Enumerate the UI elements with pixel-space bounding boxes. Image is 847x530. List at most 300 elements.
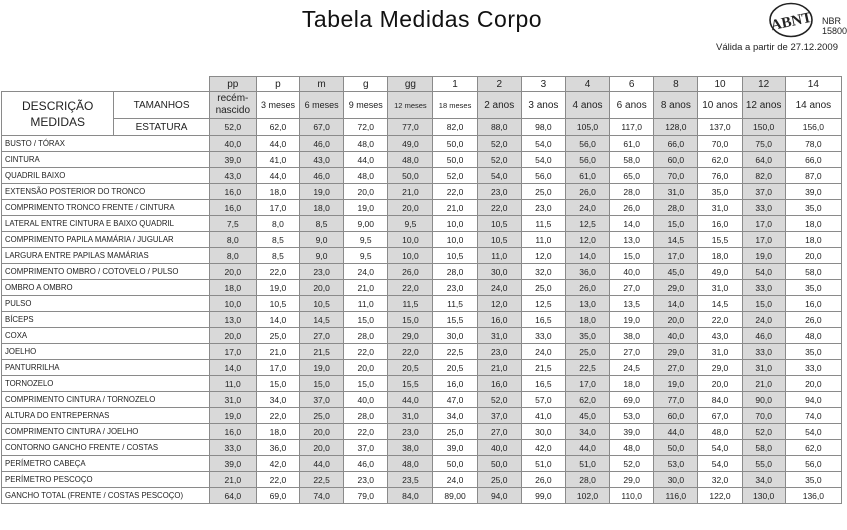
estatura-cell: 150,0 xyxy=(742,119,785,136)
measure-value: 11,0 xyxy=(477,248,521,264)
measure-value: 41,0 xyxy=(521,408,565,424)
estatura-cell: 128,0 xyxy=(654,119,698,136)
size-code-cell: gg xyxy=(388,77,433,92)
standard-label: NBR xyxy=(822,16,842,26)
measure-value: 22,0 xyxy=(388,344,433,360)
measure-value: 25,0 xyxy=(521,184,565,200)
measure-value: 8,0 xyxy=(209,232,256,248)
measure-value: 77,0 xyxy=(654,392,698,408)
measure-value: 51,0 xyxy=(521,456,565,472)
measure-value: 54,0 xyxy=(477,168,521,184)
measure-value: 18,0 xyxy=(256,184,299,200)
estatura-cell: 72,0 xyxy=(344,119,388,136)
measure-value: 53,0 xyxy=(654,456,698,472)
measure-value: 35,0 xyxy=(698,184,742,200)
measure-value: 15,5 xyxy=(433,312,477,328)
measure-value: 10,0 xyxy=(209,296,256,312)
measure-value: 25,0 xyxy=(433,424,477,440)
size-age-cell: 9 meses xyxy=(344,92,388,119)
measure-value: 15,0 xyxy=(300,376,344,392)
measure-value: 110,0 xyxy=(610,488,654,504)
measure-value: 30,0 xyxy=(433,328,477,344)
measure-value: 10,0 xyxy=(433,232,477,248)
measure-value: 64,0 xyxy=(742,152,785,168)
measure-value: 20,0 xyxy=(209,328,256,344)
measure-value: 39,0 xyxy=(610,424,654,440)
measure-value: 19,0 xyxy=(209,408,256,424)
measure-value: 40,0 xyxy=(654,328,698,344)
measure-value: 49,0 xyxy=(698,264,742,280)
measure-value: 40,0 xyxy=(477,440,521,456)
measure-value: 31,0 xyxy=(209,392,256,408)
measure-value: 34,0 xyxy=(256,392,299,408)
measure-value: 33,0 xyxy=(209,440,256,456)
measure-value: 13,0 xyxy=(610,232,654,248)
measure-value: 16,0 xyxy=(477,312,521,328)
table-row xyxy=(2,456,842,472)
size-code-cell: p xyxy=(256,77,299,92)
measure-value: 30,0 xyxy=(654,472,698,488)
measure-value: 16,5 xyxy=(521,312,565,328)
measure-value: 33,0 xyxy=(742,280,785,296)
measure-value: 62,0 xyxy=(565,392,609,408)
table-row xyxy=(2,216,842,232)
tamanhos-label: TAMANHOS xyxy=(114,92,209,119)
measure-value: 15,0 xyxy=(344,312,388,328)
measure-value: 22,5 xyxy=(300,472,344,488)
measure-label: COMPRIMENTO CINTURA / TORNOZELO xyxy=(2,392,210,408)
measure-value: 14,0 xyxy=(209,360,256,376)
measure-value: 22,0 xyxy=(256,264,299,280)
measure-value: 44,0 xyxy=(344,152,388,168)
measure-value: 69,0 xyxy=(610,392,654,408)
measure-value: 15,5 xyxy=(698,232,742,248)
measure-value: 41,0 xyxy=(256,152,299,168)
measure-value: 90,0 xyxy=(742,392,785,408)
measure-value: 16,5 xyxy=(521,376,565,392)
measure-value: 22,5 xyxy=(433,344,477,360)
measure-value: 11,0 xyxy=(521,232,565,248)
table-row xyxy=(2,200,842,216)
measure-value: 38,0 xyxy=(610,328,654,344)
measure-value: 69,0 xyxy=(256,488,299,504)
measure-value: 34,0 xyxy=(433,408,477,424)
measure-value: 84,0 xyxy=(698,392,742,408)
measure-value: 52,0 xyxy=(610,456,654,472)
measure-value: 17,0 xyxy=(654,248,698,264)
size-code-cell: 1 xyxy=(433,77,477,92)
size-age-cell: 4 anos xyxy=(565,92,609,119)
measure-value: 102,0 xyxy=(565,488,609,504)
measure-value: 52,0 xyxy=(433,168,477,184)
estatura-cell: 67,0 xyxy=(300,119,344,136)
measure-value: 7,5 xyxy=(209,216,256,232)
measure-value: 22,0 xyxy=(698,312,742,328)
measure-value: 48,0 xyxy=(388,152,433,168)
measure-value: 24,5 xyxy=(610,360,654,376)
measure-value: 48,0 xyxy=(785,328,841,344)
measure-value: 10,0 xyxy=(388,232,433,248)
measure-value: 74,0 xyxy=(300,488,344,504)
measure-value: 56,0 xyxy=(785,456,841,472)
size-code-cell: 2 xyxy=(477,77,521,92)
estatura-cell: 137,0 xyxy=(698,119,742,136)
measure-value: 24,0 xyxy=(742,312,785,328)
measure-value: 17,0 xyxy=(565,376,609,392)
measure-value: 27,0 xyxy=(610,280,654,296)
measure-value: 35,0 xyxy=(785,200,841,216)
measure-value: 13,5 xyxy=(610,296,654,312)
measure-value: 46,0 xyxy=(742,328,785,344)
measure-value: 37,0 xyxy=(300,392,344,408)
measure-value: 35,0 xyxy=(565,328,609,344)
measure-value: 50,0 xyxy=(433,136,477,152)
measure-label: PULSO xyxy=(2,296,210,312)
measure-value: 12,5 xyxy=(565,216,609,232)
measure-value: 54,0 xyxy=(521,152,565,168)
measure-value: 35,0 xyxy=(785,472,841,488)
measure-value: 19,0 xyxy=(256,280,299,296)
measure-value: 26,0 xyxy=(521,472,565,488)
measure-value: 39,0 xyxy=(433,440,477,456)
measure-value: 20,0 xyxy=(300,280,344,296)
measure-value: 18,0 xyxy=(256,424,299,440)
measure-value: 38,0 xyxy=(388,440,433,456)
measure-value: 15,0 xyxy=(344,376,388,392)
measure-value: 8,0 xyxy=(209,248,256,264)
measure-value: 40,0 xyxy=(209,136,256,152)
measure-value: 17,0 xyxy=(256,360,299,376)
measure-value: 94,0 xyxy=(477,488,521,504)
measure-value: 21,0 xyxy=(477,360,521,376)
measure-value: 57,0 xyxy=(521,392,565,408)
measure-value: 58,0 xyxy=(785,264,841,280)
measure-value: 18,0 xyxy=(300,200,344,216)
page-title: Tabela Medidas Corpo xyxy=(301,6,543,32)
measure-value: 89,00 xyxy=(433,488,477,504)
measure-value: 15,0 xyxy=(256,376,299,392)
measure-value: 16,0 xyxy=(209,184,256,200)
measure-value: 31,0 xyxy=(388,408,433,424)
measure-value: 31,0 xyxy=(698,200,742,216)
measure-value: 15,0 xyxy=(742,296,785,312)
measure-value: 19,0 xyxy=(742,248,785,264)
measure-value: 31,0 xyxy=(477,328,521,344)
measure-value: 17,0 xyxy=(209,344,256,360)
size-age-row xyxy=(2,92,842,119)
measure-value: 56,0 xyxy=(565,136,609,152)
measure-value: 65,0 xyxy=(610,168,654,184)
measure-value: 44,0 xyxy=(300,456,344,472)
measure-value: 75,0 xyxy=(742,136,785,152)
measure-value: 29,0 xyxy=(698,360,742,376)
measure-value: 15,0 xyxy=(654,216,698,232)
measure-value: 8,5 xyxy=(256,248,299,264)
measure-value: 21,5 xyxy=(521,360,565,376)
description-label: DESCRIÇÃO xyxy=(22,98,94,113)
measure-value: 25,0 xyxy=(477,472,521,488)
measure-value: 14,0 xyxy=(654,296,698,312)
measure-value: 62,0 xyxy=(785,440,841,456)
measure-value: 20,5 xyxy=(433,360,477,376)
measure-value: 34,0 xyxy=(742,472,785,488)
table-row xyxy=(2,392,842,408)
measure-value: 43,0 xyxy=(300,152,344,168)
measure-value: 43,0 xyxy=(698,328,742,344)
measure-value: 34,0 xyxy=(565,424,609,440)
estatura-label: ESTATURA xyxy=(114,119,209,136)
measure-value: 24,0 xyxy=(344,264,388,280)
table-row xyxy=(2,344,842,360)
measure-value: 22,5 xyxy=(565,360,609,376)
measure-label: PERÍMETRO CABEÇA xyxy=(2,456,210,472)
measure-value: 27,0 xyxy=(477,424,521,440)
size-age-cell: 12 anos xyxy=(742,92,785,119)
size-code-cell: pp xyxy=(209,77,256,92)
measure-label: OMBRO A OMBRO xyxy=(2,280,210,296)
estatura-row xyxy=(2,119,842,136)
measure-value: 10,5 xyxy=(433,248,477,264)
measure-label: COMPRIMENTO OMBRO / COTOVELO / PULSO xyxy=(2,264,210,280)
measure-value: 14,5 xyxy=(654,232,698,248)
size-code-cell: 4 xyxy=(565,77,609,92)
measure-value: 37,0 xyxy=(344,440,388,456)
size-code-cell: 14 xyxy=(785,77,841,92)
measure-value: 44,0 xyxy=(654,424,698,440)
measure-value: 21,0 xyxy=(344,280,388,296)
measure-value: 74,0 xyxy=(785,408,841,424)
measure-label: ALTURA DO ENTREPERNAS xyxy=(2,408,210,424)
measure-value: 28,0 xyxy=(433,264,477,280)
measure-value: 60,0 xyxy=(654,408,698,424)
size-age-cell: 12 meses xyxy=(388,92,433,119)
estatura-cell: 98,0 xyxy=(521,119,565,136)
measure-value: 39,0 xyxy=(785,184,841,200)
measure-value: 10,5 xyxy=(300,296,344,312)
table-row xyxy=(2,440,842,456)
measure-value: 55,0 xyxy=(742,456,785,472)
measure-value: 15,5 xyxy=(388,376,433,392)
measure-value: 29,0 xyxy=(610,472,654,488)
table-row xyxy=(2,168,842,184)
header-blank xyxy=(2,77,210,92)
abnt-logo-icon xyxy=(767,2,815,38)
measure-value: 23,0 xyxy=(433,280,477,296)
size-age-cell: 2 anos xyxy=(477,92,521,119)
measure-value: 29,0 xyxy=(654,280,698,296)
measure-value: 28,0 xyxy=(610,184,654,200)
estatura-cell: 52,0 xyxy=(209,119,256,136)
measure-value: 20,0 xyxy=(654,312,698,328)
measure-value: 20,0 xyxy=(344,184,388,200)
size-age-cell: 3 anos xyxy=(521,92,565,119)
measure-value: 54,0 xyxy=(698,440,742,456)
measure-value: 19,0 xyxy=(300,184,344,200)
table-row xyxy=(2,488,842,504)
measure-value: 31,0 xyxy=(742,360,785,376)
measure-value: 22,0 xyxy=(344,424,388,440)
measure-value: 10,5 xyxy=(256,296,299,312)
measure-value: 26,0 xyxy=(565,280,609,296)
measure-label: BUSTO / TÓRAX xyxy=(2,136,210,152)
measure-value: 14,0 xyxy=(565,248,609,264)
svg-text:ABNT: ABNT xyxy=(769,9,814,35)
measure-value: 60,0 xyxy=(654,152,698,168)
table-row xyxy=(2,152,842,168)
measure-value: 11,0 xyxy=(209,376,256,392)
measure-value: 36,0 xyxy=(256,440,299,456)
measure-value: 22,0 xyxy=(344,344,388,360)
measure-value: 46,0 xyxy=(344,456,388,472)
measure-value: 11,5 xyxy=(521,216,565,232)
table-row xyxy=(2,424,842,440)
measure-value: 15,0 xyxy=(388,312,433,328)
measure-value: 18,0 xyxy=(698,248,742,264)
measure-value: 12,0 xyxy=(477,296,521,312)
table-row xyxy=(2,136,842,152)
measure-value: 29,0 xyxy=(388,328,433,344)
table-row xyxy=(2,280,842,296)
measure-value: 33,0 xyxy=(742,344,785,360)
measure-value: 53,0 xyxy=(610,408,654,424)
measure-value: 14,5 xyxy=(698,296,742,312)
measure-value: 22,0 xyxy=(256,472,299,488)
measure-value: 35,0 xyxy=(785,280,841,296)
measure-value: 76,0 xyxy=(698,168,742,184)
measure-value: 26,0 xyxy=(388,264,433,280)
measure-value: 9,5 xyxy=(388,216,433,232)
measure-value: 23,0 xyxy=(300,264,344,280)
measure-value: 25,0 xyxy=(300,408,344,424)
size-code-cell: 8 xyxy=(654,77,698,92)
measure-value: 45,0 xyxy=(565,408,609,424)
measure-value: 20,0 xyxy=(300,440,344,456)
measure-value: 50,0 xyxy=(654,440,698,456)
measure-value: 23,0 xyxy=(521,200,565,216)
standard-number xyxy=(822,16,847,36)
measure-value: 18,0 xyxy=(610,376,654,392)
measure-value: 35,0 xyxy=(785,344,841,360)
measure-value: 23,0 xyxy=(388,424,433,440)
measure-label: CONTORNO GANCHO FRENTE / COSTAS xyxy=(2,440,210,456)
measure-value: 12,0 xyxy=(565,232,609,248)
measure-value: 28,0 xyxy=(654,200,698,216)
measure-value: 47,0 xyxy=(433,392,477,408)
measure-value: 50,0 xyxy=(388,168,433,184)
measure-value: 11,0 xyxy=(344,296,388,312)
measure-value: 51,0 xyxy=(565,456,609,472)
size-code-cell: 10 xyxy=(698,77,742,92)
measure-value: 23,0 xyxy=(344,472,388,488)
measure-value: 26,0 xyxy=(565,184,609,200)
measure-value: 25,0 xyxy=(256,328,299,344)
measure-value: 39,0 xyxy=(209,152,256,168)
measure-value: 32,0 xyxy=(698,472,742,488)
measure-value: 31,0 xyxy=(698,344,742,360)
measure-value: 22,0 xyxy=(433,184,477,200)
measure-value: 54,0 xyxy=(698,456,742,472)
measure-label: COMPRIMENTO TRONCO FRENTE / CINTURA xyxy=(2,200,210,216)
measure-value: 46,0 xyxy=(300,168,344,184)
measure-value: 49,0 xyxy=(388,136,433,152)
measure-value: 8,0 xyxy=(256,216,299,232)
measure-value: 78,0 xyxy=(785,136,841,152)
measure-value: 15,0 xyxy=(610,248,654,264)
size-age-cell: recém-nascido xyxy=(209,92,256,119)
measure-value: 9,0 xyxy=(300,248,344,264)
measure-label: JOELHO xyxy=(2,344,210,360)
table-row xyxy=(2,264,842,280)
measure-value: 21,0 xyxy=(742,376,785,392)
measure-value: 27,0 xyxy=(654,360,698,376)
measure-value: 54,0 xyxy=(785,424,841,440)
estatura-cell: 117,0 xyxy=(610,119,654,136)
measure-label: PERÍMETRO PESCOÇO xyxy=(2,472,210,488)
table-row xyxy=(2,312,842,328)
measure-value: 20,0 xyxy=(388,200,433,216)
measure-value: 28,0 xyxy=(565,472,609,488)
measure-label: LATERAL ENTRE CINTURA E BAIXO QUADRIL xyxy=(2,216,210,232)
measure-value: 84,0 xyxy=(388,488,433,504)
measure-value: 87,0 xyxy=(785,168,841,184)
validity-note: Válida a partir de 27.12.2009 xyxy=(715,42,838,53)
measure-value: 70,0 xyxy=(654,168,698,184)
measure-value: 10,5 xyxy=(477,232,521,248)
measure-value: 42,0 xyxy=(521,440,565,456)
measure-value: 40,0 xyxy=(344,392,388,408)
measure-label: LARGURA ENTRE PAPILAS MAMÁRIAS xyxy=(2,248,210,264)
measure-value: 17,0 xyxy=(742,232,785,248)
size-age-cell: 6 anos xyxy=(610,92,654,119)
table-row xyxy=(2,184,842,200)
measure-value: 9,5 xyxy=(344,248,388,264)
measure-label: GANCHO TOTAL (FRENTE / COSTAS PESCOÇO) xyxy=(2,488,210,504)
measure-value: 52,0 xyxy=(477,392,521,408)
measure-value: 14,0 xyxy=(256,312,299,328)
size-age-cell: 14 anos xyxy=(785,92,841,119)
measure-value: 19,0 xyxy=(654,376,698,392)
measure-value: 23,0 xyxy=(477,344,521,360)
measure-value: 52,0 xyxy=(477,136,521,152)
measure-value: 46,0 xyxy=(300,136,344,152)
measure-value: 21,0 xyxy=(388,184,433,200)
table-row xyxy=(2,328,842,344)
measure-value: 52,0 xyxy=(742,424,785,440)
measure-value: 18,0 xyxy=(785,232,841,248)
measure-value: 24,0 xyxy=(433,472,477,488)
measure-value: 26,0 xyxy=(785,312,841,328)
measure-value: 50,0 xyxy=(433,456,477,472)
measure-value: 30,0 xyxy=(477,264,521,280)
measure-value: 61,0 xyxy=(610,136,654,152)
measure-value: 58,0 xyxy=(610,152,654,168)
measure-value: 11,5 xyxy=(433,296,477,312)
measure-value: 27,0 xyxy=(300,328,344,344)
measure-label: COXA xyxy=(2,328,210,344)
measure-label: BÍCEPS xyxy=(2,312,210,328)
measure-value: 136,0 xyxy=(785,488,841,504)
size-code-cell: g xyxy=(344,77,388,92)
measure-value: 70,0 xyxy=(742,408,785,424)
measure-value: 42,0 xyxy=(256,456,299,472)
measure-value: 70,0 xyxy=(698,136,742,152)
estatura-cell: 105,0 xyxy=(565,119,609,136)
measure-value: 48,0 xyxy=(698,424,742,440)
measure-value: 44,0 xyxy=(256,136,299,152)
measure-value: 116,0 xyxy=(654,488,698,504)
measure-value: 21,0 xyxy=(433,200,477,216)
measure-value: 32,0 xyxy=(521,264,565,280)
